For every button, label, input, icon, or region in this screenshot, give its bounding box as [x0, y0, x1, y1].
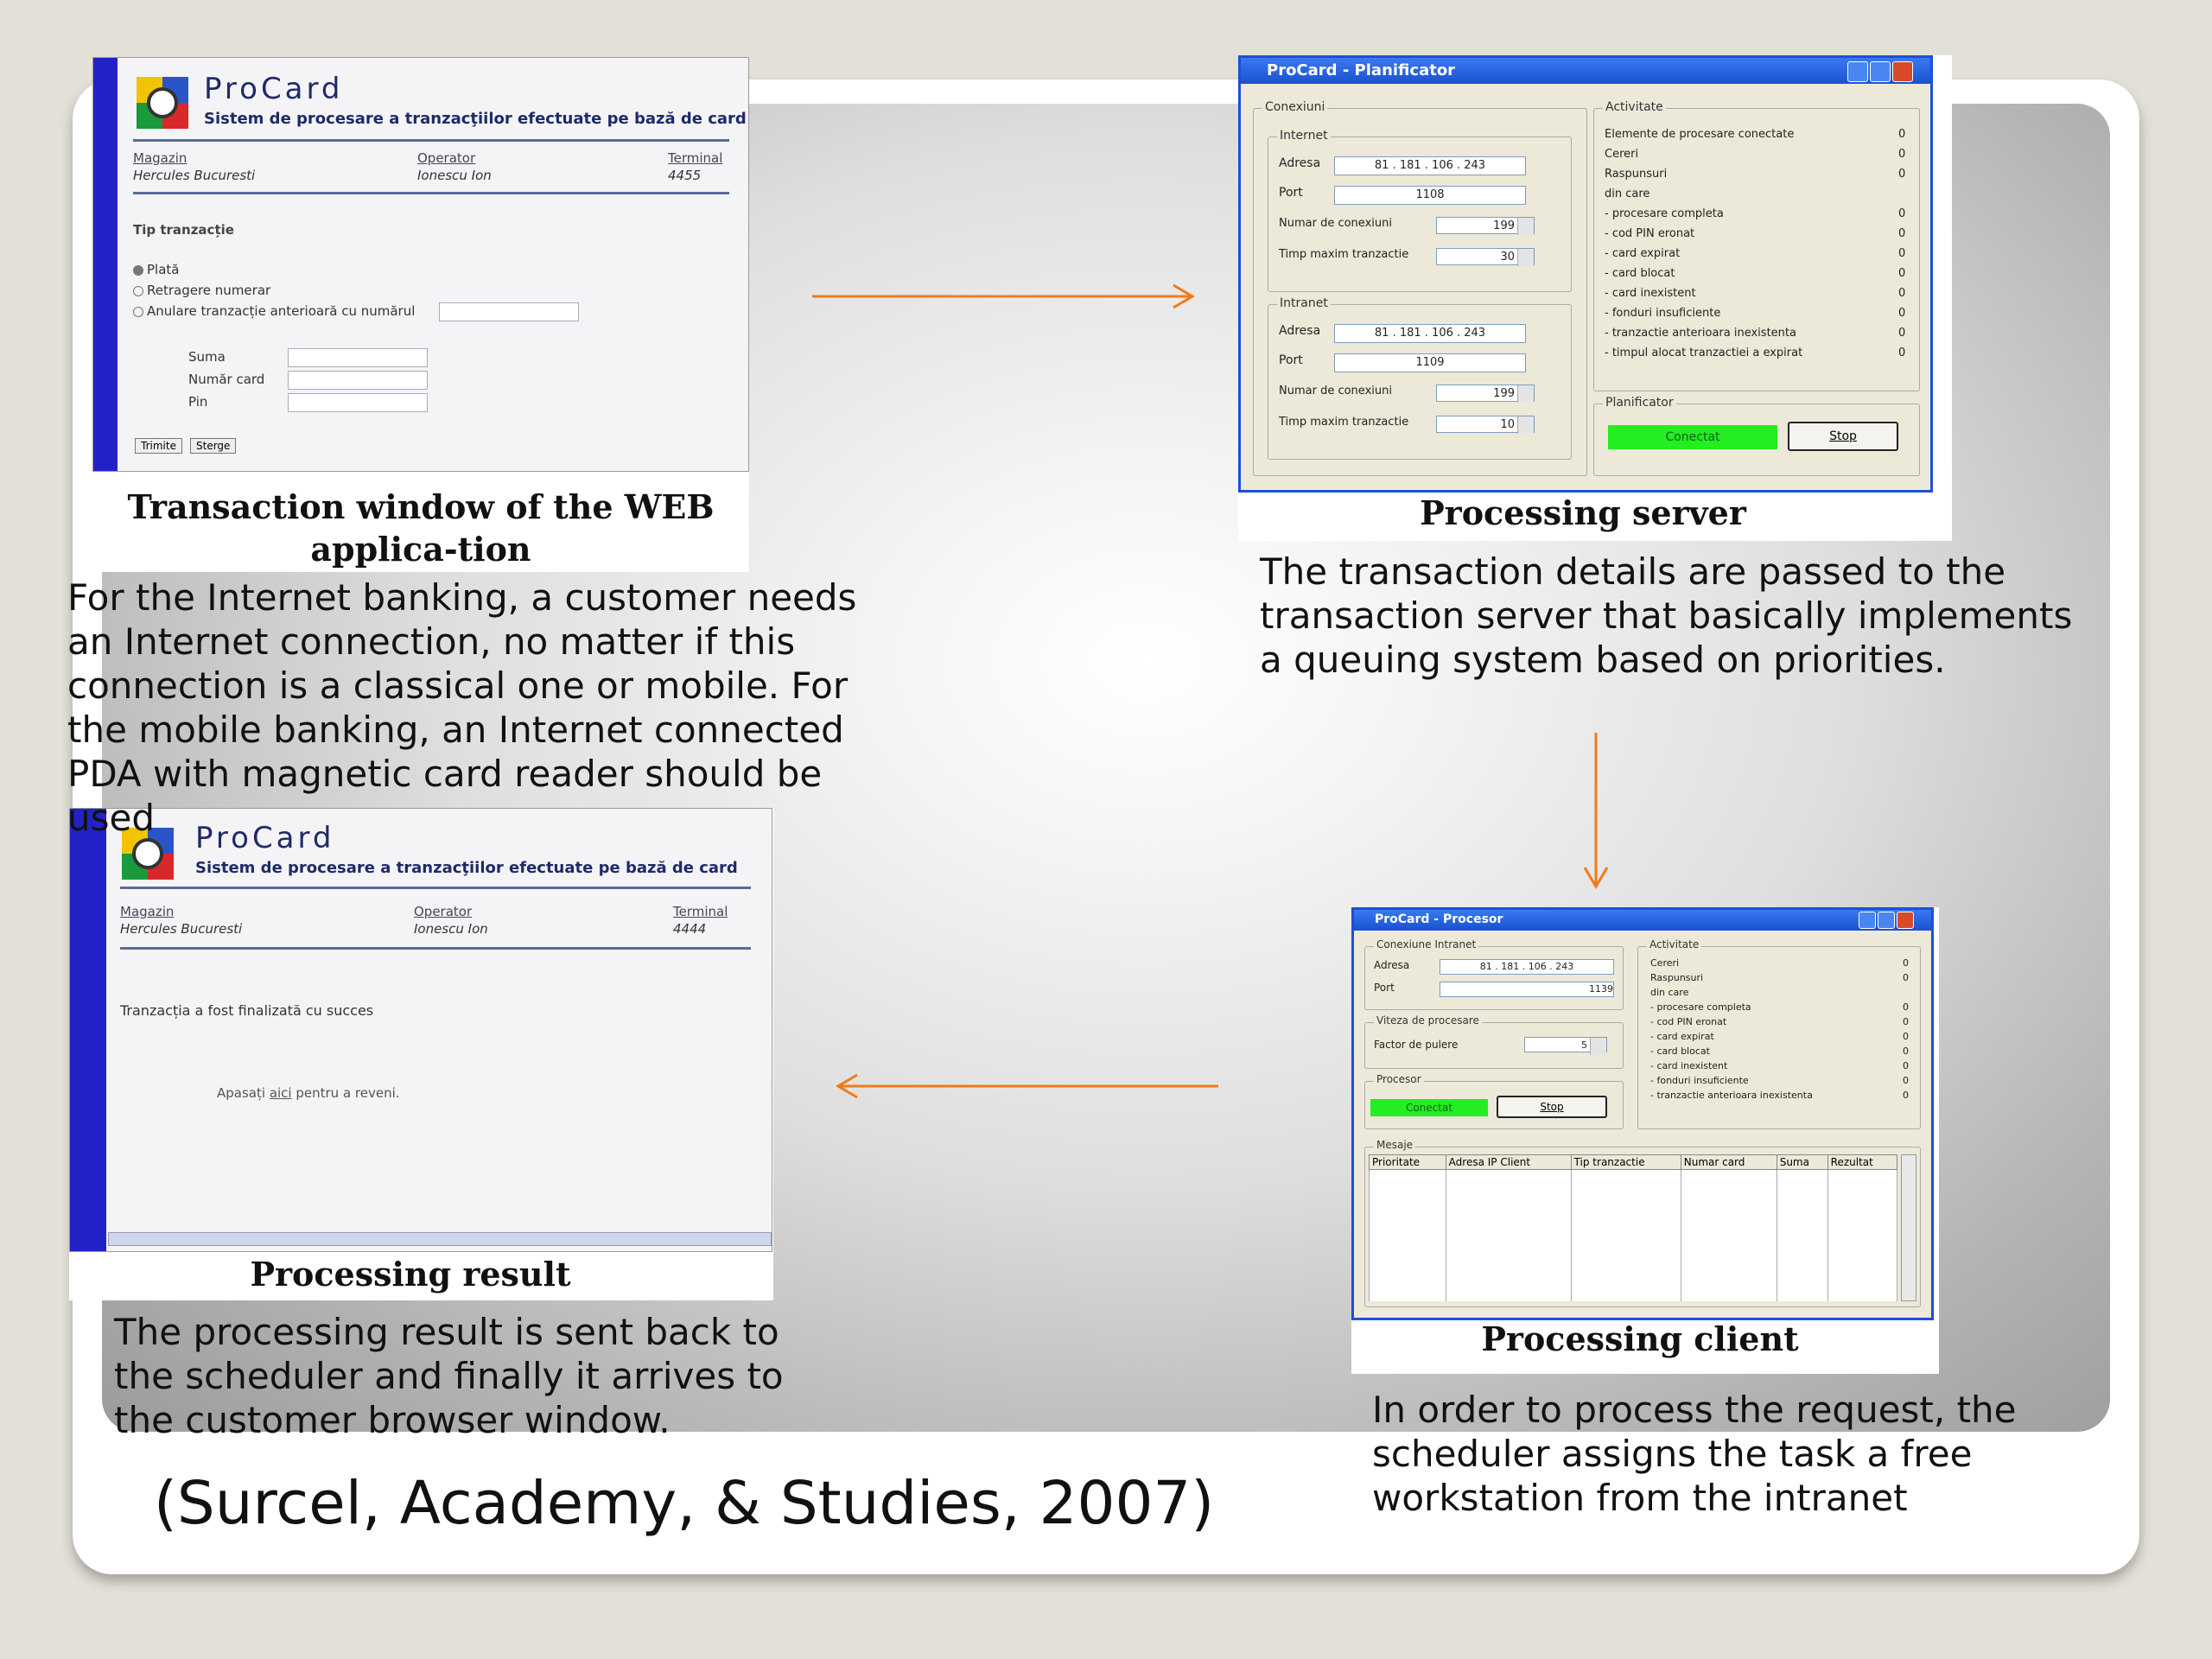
activity-label: Elemente de procesare conectate	[1605, 128, 1795, 141]
minimize-icon[interactable]	[1859, 912, 1876, 929]
option-payment-label: Plată	[147, 262, 180, 277]
store-label: Magazin	[133, 150, 188, 166]
previous-transaction-number-input[interactable]	[439, 302, 579, 321]
processor-stop-button[interactable]: Stop	[1497, 1096, 1607, 1118]
client-port-input[interactable]: 1139	[1440, 982, 1614, 997]
activity-value: 0	[1903, 1090, 1909, 1101]
processor-group-label: Procesor	[1374, 1073, 1424, 1085]
client-port-label: Port	[1374, 982, 1395, 994]
result-description-text: The processing result is sent back to the scheduler and finally it arrives to the customer browser window.	[114, 1311, 784, 1441]
processing-result-figure	[69, 808, 773, 1300]
activity-label: - fonduri insuficiente	[1605, 307, 1721, 320]
activity-group-label: Activitate	[1603, 100, 1666, 114]
messages-column-header[interactable]: Numar card	[1681, 1155, 1777, 1170]
intranet-group	[1268, 296, 1572, 460]
card-number-input[interactable]	[288, 371, 428, 390]
planner-stop-button[interactable]: Stop	[1788, 422, 1898, 451]
web-transaction-caption: Transaction window of the WEB applica-tion	[127, 487, 715, 569]
activity-value: 0	[1898, 346, 1906, 359]
connections-group-label: Conexiuni	[1262, 100, 1327, 114]
option-cancel-previous[interactable]	[133, 303, 415, 319]
activity-label: - tranzactie anterioara inexistenta	[1605, 327, 1796, 340]
intranet-connection-group	[1364, 938, 1624, 1010]
pulse-spinner[interactable]: 5	[1524, 1037, 1607, 1052]
planner-group	[1593, 396, 1920, 476]
success-message: Tranzacția a fost finalizată cu succes	[120, 1002, 374, 1019]
client-title-bar	[1354, 910, 1931, 931]
intranet-address-label: Adresa	[1279, 324, 1321, 338]
activity-label: Cereri	[1650, 957, 1680, 969]
activity-label: Cereri	[1605, 148, 1639, 161]
planner-status-indicator: Conectat	[1608, 425, 1777, 449]
header-divider	[133, 139, 729, 142]
arrow-right-icon	[804, 276, 1201, 316]
activity-value: 0	[1898, 307, 1906, 320]
server-window	[1238, 55, 1933, 493]
radio-icon	[133, 265, 143, 276]
terminal-value: 4455	[668, 168, 702, 183]
speed-group	[1364, 1014, 1624, 1069]
result-operator-value: Ionescu Ion	[414, 921, 488, 937]
maximize-icon[interactable]	[1878, 912, 1895, 929]
activity-label: Raspunsuri	[1605, 168, 1668, 181]
option-cash-withdrawal[interactable]	[133, 283, 270, 298]
messages-group	[1364, 1139, 1921, 1307]
web-left-bar	[93, 58, 118, 471]
activity-group	[1593, 100, 1920, 391]
activity-value: 0	[1903, 972, 1909, 983]
internet-banking-text: For the Internet banking, a customer needs an Internet connection, no matter if this connection is a classical one or mobile. For the mobile banking, an Internet connected PDA with magnetic card reader should be used	[67, 576, 857, 839]
internet-conn-spinner[interactable]: 199	[1436, 217, 1535, 234]
activity-value: 0	[1898, 247, 1906, 260]
web-transaction-window	[92, 57, 749, 472]
processor-status-indicator: Conectat	[1370, 1099, 1488, 1116]
activity-value: 0	[1898, 327, 1906, 340]
intranet-connection-label: Conexiune Intranet	[1374, 938, 1478, 950]
return-link[interactable]: aici	[269, 1085, 292, 1101]
intranet-conn-label: Numar de conexiuni	[1279, 385, 1392, 397]
web-tagline: Sistem de procesare a tranzacţiilor efectuate pe bază de card	[204, 110, 747, 128]
operator-label: Operator	[417, 150, 476, 166]
option-payment[interactable]	[133, 262, 179, 277]
activity-label: din care	[1650, 987, 1689, 998]
intranet-group-label: Intranet	[1277, 296, 1331, 310]
processing-server-caption: Processing server	[1420, 493, 1746, 532]
result-terminal-label: Terminal	[673, 904, 728, 919]
internet-port-label: Port	[1279, 186, 1303, 200]
activity-label: - card blocat	[1650, 1046, 1710, 1057]
internet-address-label: Adresa	[1279, 156, 1321, 170]
intranet-address-input[interactable]: 81 . 181 . 106 . 243	[1334, 324, 1526, 343]
info-divider	[133, 192, 729, 194]
internet-group	[1268, 129, 1572, 292]
activity-value: 0	[1898, 287, 1906, 300]
messages-column-header[interactable]: Tip tranzactie	[1571, 1155, 1681, 1170]
activity-label: - cod PIN eronat	[1650, 1016, 1727, 1027]
header-divider	[120, 887, 751, 889]
intranet-conn-spinner[interactable]: 199	[1436, 385, 1535, 402]
result-store-value: Hercules Bucuresti	[120, 921, 243, 937]
store-value: Hercules Bucuresti	[133, 168, 256, 183]
activity-label: Raspunsuri	[1650, 972, 1704, 983]
activity-value: 0	[1898, 227, 1906, 240]
intranet-port-input[interactable]: 1109	[1334, 353, 1526, 372]
messages-column-header[interactable]: Adresa IP Client	[1446, 1155, 1571, 1170]
return-post: pentru a reveni.	[296, 1085, 400, 1101]
activity-label: din care	[1605, 188, 1650, 200]
arrow-left-icon	[830, 1066, 1227, 1106]
processor-group	[1364, 1073, 1624, 1129]
activity-value: 0	[1903, 1075, 1909, 1086]
internet-time-spinner[interactable]: 30	[1436, 248, 1535, 265]
card-number-label: Număr card	[188, 372, 265, 387]
procard-logo-icon	[137, 77, 188, 129]
intranet-time-spinner[interactable]: 10	[1436, 416, 1535, 433]
citation: (Surcel, Academy, & Studies, 2007)	[154, 1469, 1215, 1538]
client-address-label: Adresa	[1374, 959, 1410, 971]
amount-label: Suma	[188, 349, 226, 365]
messages-column-header[interactable]: Prioritate	[1370, 1155, 1446, 1170]
activity-label: - timpul alocat tranzactiei a expirat	[1605, 346, 1803, 359]
activity-value: 0	[1903, 957, 1909, 969]
activity-label: - card inexistent	[1605, 287, 1696, 300]
messages-column-header[interactable]: Suma	[1777, 1155, 1827, 1170]
return-pre: Apasați	[217, 1085, 266, 1101]
web-brand: ProCard	[204, 72, 344, 106]
pin-input[interactable]	[288, 393, 428, 412]
activity-value: 0	[1903, 1001, 1909, 1013]
client-activity-label: Activitate	[1647, 938, 1701, 950]
client-description-text: In order to process the request, the scheduler assigns the task a free workstation from the intranet	[1372, 1389, 2017, 1519]
activity-label: - card blocat	[1605, 267, 1675, 280]
result-terminal-value: 4444	[673, 921, 707, 937]
messages-empty-row	[1370, 1170, 1897, 1302]
clear-button[interactable]: Sterge	[190, 438, 236, 454]
horizontal-scrollbar[interactable]	[108, 1232, 772, 1246]
result-tagline: Sistem de procesare a tranzacţiilor efectuate pe bază de card	[195, 859, 738, 877]
activity-label: - tranzactie anterioara inexistenta	[1650, 1090, 1813, 1101]
processing-client-caption: Processing client	[1481, 1319, 1799, 1358]
activity-label: - procesare completa	[1605, 207, 1724, 220]
client-window	[1351, 907, 1934, 1320]
internet-time-label: Timp maxim tranzactie	[1279, 248, 1409, 261]
internet-address-input[interactable]: 81 . 181 . 106 . 243	[1334, 156, 1526, 175]
activity-label: - fonduri insuficiente	[1650, 1075, 1749, 1086]
intranet-port-label: Port	[1279, 353, 1303, 367]
activity-value: 0	[1898, 148, 1906, 161]
web-result-window	[69, 808, 772, 1252]
operator-value: Ionescu Ion	[417, 168, 492, 183]
result-brand: ProCard	[195, 821, 335, 855]
radio-icon	[133, 286, 143, 296]
processing-server-figure	[1238, 55, 1952, 541]
activity-label: - card expirat	[1605, 247, 1681, 260]
pin-label: Pin	[188, 394, 208, 410]
activity-value: 0	[1898, 168, 1906, 181]
option-cancel-label: Anulare tranzacție anterioară cu numărul	[147, 303, 416, 319]
minimize-icon[interactable]	[1847, 61, 1868, 82]
option-cash-label: Retragere numerar	[147, 283, 271, 298]
info-divider	[120, 947, 751, 950]
web-transaction-figure	[92, 57, 749, 572]
result-operator-label: Operator	[414, 904, 473, 919]
pulse-label: Factor de pulere	[1374, 1039, 1459, 1051]
messages-group-label: Mesaje	[1374, 1139, 1415, 1151]
activity-value: 0	[1898, 207, 1906, 220]
return-line	[217, 1085, 400, 1101]
messages-header-row	[1370, 1155, 1897, 1170]
activity-label: - cod PIN eronat	[1605, 227, 1695, 240]
amount-input[interactable]	[288, 348, 428, 367]
activity-value: 0	[1903, 1060, 1909, 1071]
activity-value: 0	[1903, 1046, 1909, 1057]
activity-value: 0	[1903, 1016, 1909, 1027]
connections-group	[1253, 100, 1587, 476]
web-left-bar	[70, 809, 106, 1251]
server-title: ProCard - Planificator	[1267, 61, 1456, 79]
maximize-icon[interactable]	[1870, 61, 1891, 82]
activity-label: - procesare completa	[1650, 1001, 1751, 1013]
internet-group-label: Internet	[1277, 129, 1331, 143]
server-description-text: The transaction details are passed to the transaction server that basically implements a queuing system based on priorities.	[1260, 550, 2073, 681]
activity-label: - card expirat	[1650, 1031, 1714, 1042]
messages-column-header[interactable]: Rezultat	[1827, 1155, 1897, 1170]
close-icon[interactable]	[1897, 912, 1914, 929]
client-address-input[interactable]: 81 . 181 . 106 . 243	[1440, 959, 1614, 975]
radio-icon	[133, 307, 143, 317]
planner-group-label: Planificator	[1603, 396, 1676, 410]
activity-label: - card inexistent	[1650, 1060, 1728, 1071]
messages-scrollbar[interactable]	[1901, 1154, 1916, 1301]
close-icon[interactable]	[1892, 61, 1913, 82]
terminal-label: Terminal	[668, 150, 723, 166]
messages-table	[1369, 1154, 1897, 1301]
processing-client-figure	[1351, 907, 1939, 1374]
internet-conn-label: Numar de conexiuni	[1279, 217, 1392, 230]
client-title: ProCard - Procesor	[1375, 912, 1503, 926]
arrow-down-icon	[1576, 726, 1616, 895]
activity-value: 0	[1903, 1031, 1909, 1042]
send-button[interactable]: Trimite	[135, 438, 182, 454]
activity-value: 0	[1898, 267, 1906, 280]
server-title-bar	[1241, 58, 1930, 84]
speed-group-label: Viteza de procesare	[1374, 1014, 1482, 1027]
internet-port-input[interactable]: 1108	[1334, 186, 1526, 205]
activity-value: 0	[1898, 128, 1906, 141]
client-activity-group	[1637, 938, 1921, 1129]
intranet-time-label: Timp maxim tranzactie	[1279, 416, 1409, 429]
transaction-type-heading: Tip tranzacție	[133, 222, 234, 238]
result-store-label: Magazin	[120, 904, 175, 919]
processing-result-caption: Processing result	[250, 1255, 571, 1294]
